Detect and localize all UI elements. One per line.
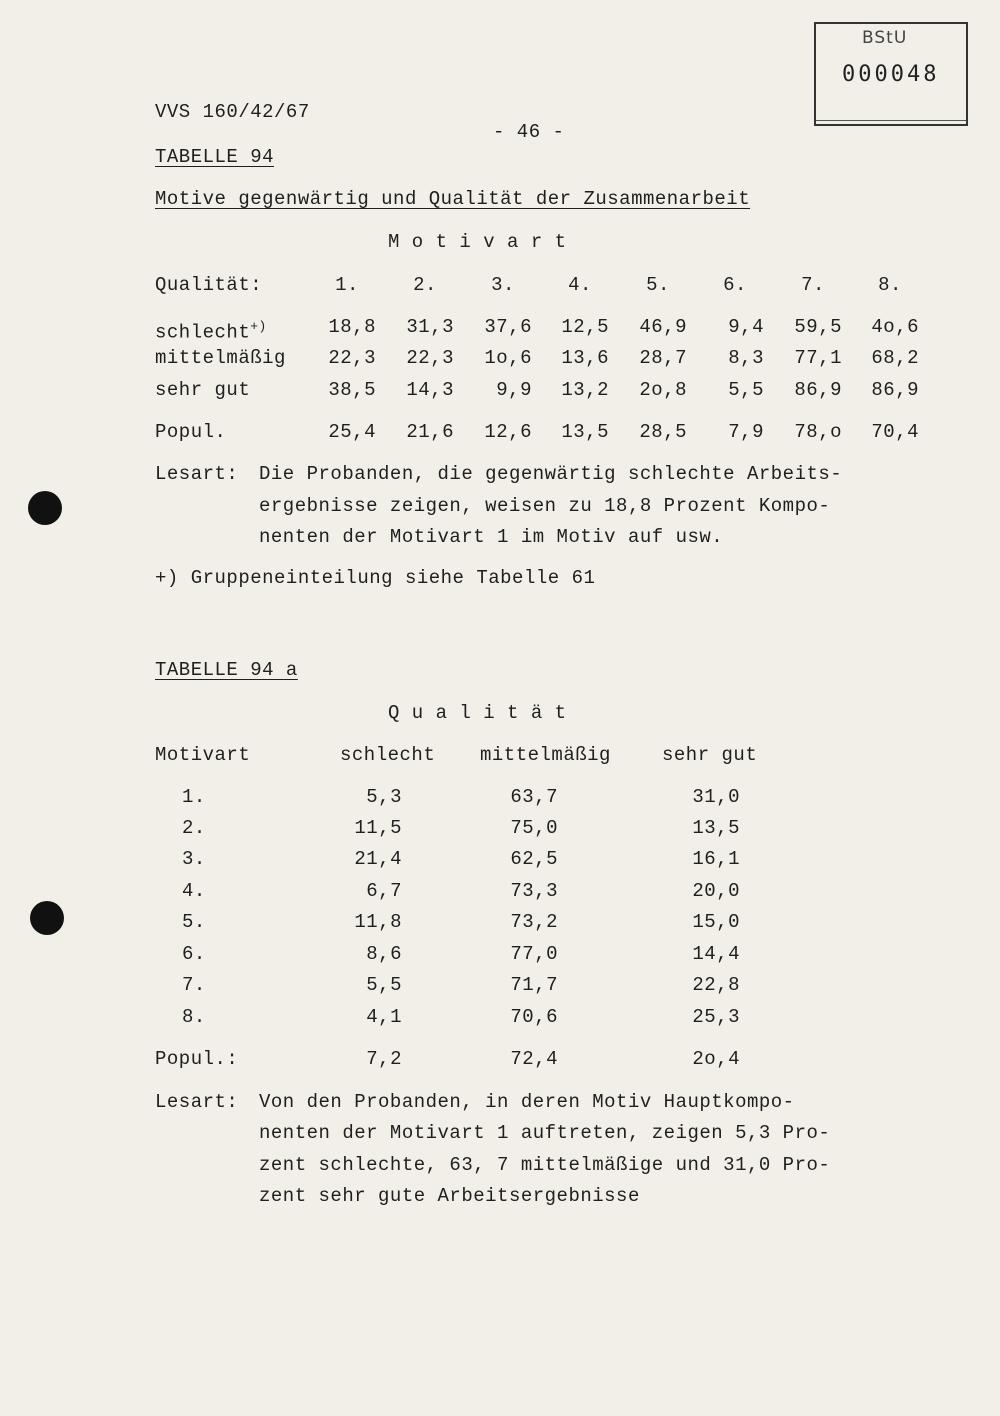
table94-row-label: schlecht+) <box>155 319 267 344</box>
table94-cell: 37,6 <box>484 316 532 338</box>
table94a-cell: 6,7 <box>366 880 402 902</box>
table94a-label: TABELLE 94 a <box>155 659 298 681</box>
table94a-cell: 70,6 <box>510 1006 558 1028</box>
table94-cell: 86,9 <box>794 379 842 401</box>
table94a-cell: 22,8 <box>692 974 740 996</box>
table94-col-7: 7. <box>801 274 825 296</box>
table94-cell: 68,2 <box>871 347 919 369</box>
table94a-cell: 5,3 <box>366 786 402 808</box>
table94-cell: 38,5 <box>328 379 376 401</box>
table94-col-6: 6. <box>723 274 747 296</box>
stamp-number: 000048 <box>842 62 940 87</box>
table94-col-8: 8. <box>878 274 902 296</box>
table94-cell: 12,6 <box>484 421 532 443</box>
table94a-cell: 73,2 <box>510 911 558 933</box>
table94a-cell: 8,6 <box>366 943 402 965</box>
table94a-motivart: 1. <box>182 786 206 808</box>
table94a-motivart: 8. <box>182 1006 206 1028</box>
table94a-cell: 72,4 <box>510 1048 558 1070</box>
table94-lesart-line: ergebnisse zeigen, weisen zu 18,8 Prozent Kompo- <box>259 495 831 517</box>
table94a-motivart: 5. <box>182 911 206 933</box>
table94-row-label: mittelmäßig <box>155 347 286 369</box>
table94a-header-sehr-gut: sehr gut <box>662 744 758 766</box>
table94-footnote: +) Gruppeneinteilung siehe Tabelle 61 <box>155 567 596 589</box>
table94a-popul-label: Popul.: <box>155 1048 239 1070</box>
table94a-header-motivart: Motivart <box>155 744 251 766</box>
table94-cell: 70,4 <box>871 421 919 443</box>
table94-row-label: Popul. <box>155 421 227 443</box>
table94-cell: 22,3 <box>328 347 376 369</box>
table94-lesart-line: nenten der Motivart 1 im Motiv auf usw. <box>259 526 724 548</box>
table94-row-label: sehr gut <box>155 379 251 401</box>
punch-hole-lower <box>30 901 64 935</box>
table94-cell: 9,9 <box>496 379 532 401</box>
table94-cell: 13,5 <box>561 421 609 443</box>
table94a-cell: 11,8 <box>354 911 402 933</box>
table94-cell: 5,5 <box>728 379 764 401</box>
table94a-cell: 25,3 <box>692 1006 740 1028</box>
table94a-cell: 63,7 <box>510 786 558 808</box>
table94-cell: 59,5 <box>794 316 842 338</box>
table94a-cell: 2o,4 <box>692 1048 740 1070</box>
table94a-cell: 11,5 <box>354 817 402 839</box>
table94-cell: 13,6 <box>561 347 609 369</box>
table94-title: Motive gegenwärtig und Qualität der Zusammenarbeit <box>155 188 751 210</box>
table94a-lesart-line: nenten der Motivart 1 auftreten, zeigen 5,3 Pro- <box>259 1122 831 1144</box>
table94a-cell: 15,0 <box>692 911 740 933</box>
table94a-lesart-label: Lesart: <box>155 1091 239 1113</box>
table94-cell: 8,3 <box>728 347 764 369</box>
table94a-cell: 62,5 <box>510 848 558 870</box>
stamp-shadow-line <box>816 120 966 121</box>
table94a-lesart-line: Von den Probanden, in deren Motiv Hauptkompo- <box>259 1091 795 1113</box>
table94-cell: 18,8 <box>328 316 376 338</box>
table94-cell: 2o,8 <box>639 379 687 401</box>
table94-cell: 12,5 <box>561 316 609 338</box>
table94a-cell: 14,4 <box>692 943 740 965</box>
punch-hole-upper <box>28 491 62 525</box>
table94a-header-mittelmaessig: mittelmäßig <box>480 744 611 766</box>
table94a-cell: 71,7 <box>510 974 558 996</box>
table94a-cell: 4,1 <box>366 1006 402 1028</box>
table94a-cell: 7,2 <box>366 1048 402 1070</box>
table94-cell: 1o,6 <box>484 347 532 369</box>
table94a-cell: 31,0 <box>692 786 740 808</box>
table94-col-4: 4. <box>568 274 592 296</box>
table94-cell: 13,2 <box>561 379 609 401</box>
table94-cell: 9,4 <box>728 316 764 338</box>
table94-row-header: Qualität: <box>155 274 263 296</box>
table94a-motivart: 7. <box>182 974 206 996</box>
table94a-motivart: 2. <box>182 817 206 839</box>
table94-col-5: 5. <box>646 274 670 296</box>
table94a-cell: 73,3 <box>510 880 558 902</box>
table94-cell: 78,o <box>794 421 842 443</box>
table94-cell: 77,1 <box>794 347 842 369</box>
table94-cell: 22,3 <box>406 347 454 369</box>
table94-cell: 31,3 <box>406 316 454 338</box>
table94-cell: 46,9 <box>639 316 687 338</box>
table94a-cell: 21,4 <box>354 848 402 870</box>
table94a-motivart: 4. <box>182 880 206 902</box>
table94-cell: 14,3 <box>406 379 454 401</box>
table94-col-2: 2. <box>413 274 437 296</box>
footnote-marker: +) <box>250 319 267 334</box>
table94-label: TABELLE 94 <box>155 146 275 168</box>
stamp-label: BStU <box>862 28 908 48</box>
table94a-header-schlecht: schlecht <box>340 744 436 766</box>
table94a-lesart-line: zent sehr gute Arbeitsergebnisse <box>259 1185 640 1207</box>
table94a-cell: 20,0 <box>692 880 740 902</box>
table94a-cell: 16,1 <box>692 848 740 870</box>
table94a-motivart: 6. <box>182 943 206 965</box>
table94-cell: 28,7 <box>639 347 687 369</box>
table94a-spanner: Q u a l i t ä t <box>388 702 567 724</box>
table94-col-1: 1. <box>335 274 359 296</box>
document-reference: VVS 160/42/67 <box>155 101 310 123</box>
table94-cell: 4o,6 <box>871 316 919 338</box>
table94-cell: 21,6 <box>406 421 454 443</box>
table94-col-3: 3. <box>491 274 515 296</box>
table94-lesart-label: Lesart: <box>155 463 239 485</box>
table94-cell: 25,4 <box>328 421 376 443</box>
table94a-motivart: 3. <box>182 848 206 870</box>
table94a-cell: 5,5 <box>366 974 402 996</box>
table94-cell: 7,9 <box>728 421 764 443</box>
page-number: - 46 - <box>493 121 565 143</box>
table94-lesart-line: Die Probanden, die gegenwärtig schlechte Arbeits- <box>259 463 843 485</box>
table94-cell: 28,5 <box>639 421 687 443</box>
table94-spanner: M o t i v a r t <box>388 231 567 253</box>
table94a-cell: 75,0 <box>510 817 558 839</box>
table94a-cell: 77,0 <box>510 943 558 965</box>
table94a-lesart-line: zent schlechte, 63, 7 mittelmäßige und 31,0 Pro- <box>259 1154 831 1176</box>
table94a-cell: 13,5 <box>692 817 740 839</box>
table94-cell: 86,9 <box>871 379 919 401</box>
